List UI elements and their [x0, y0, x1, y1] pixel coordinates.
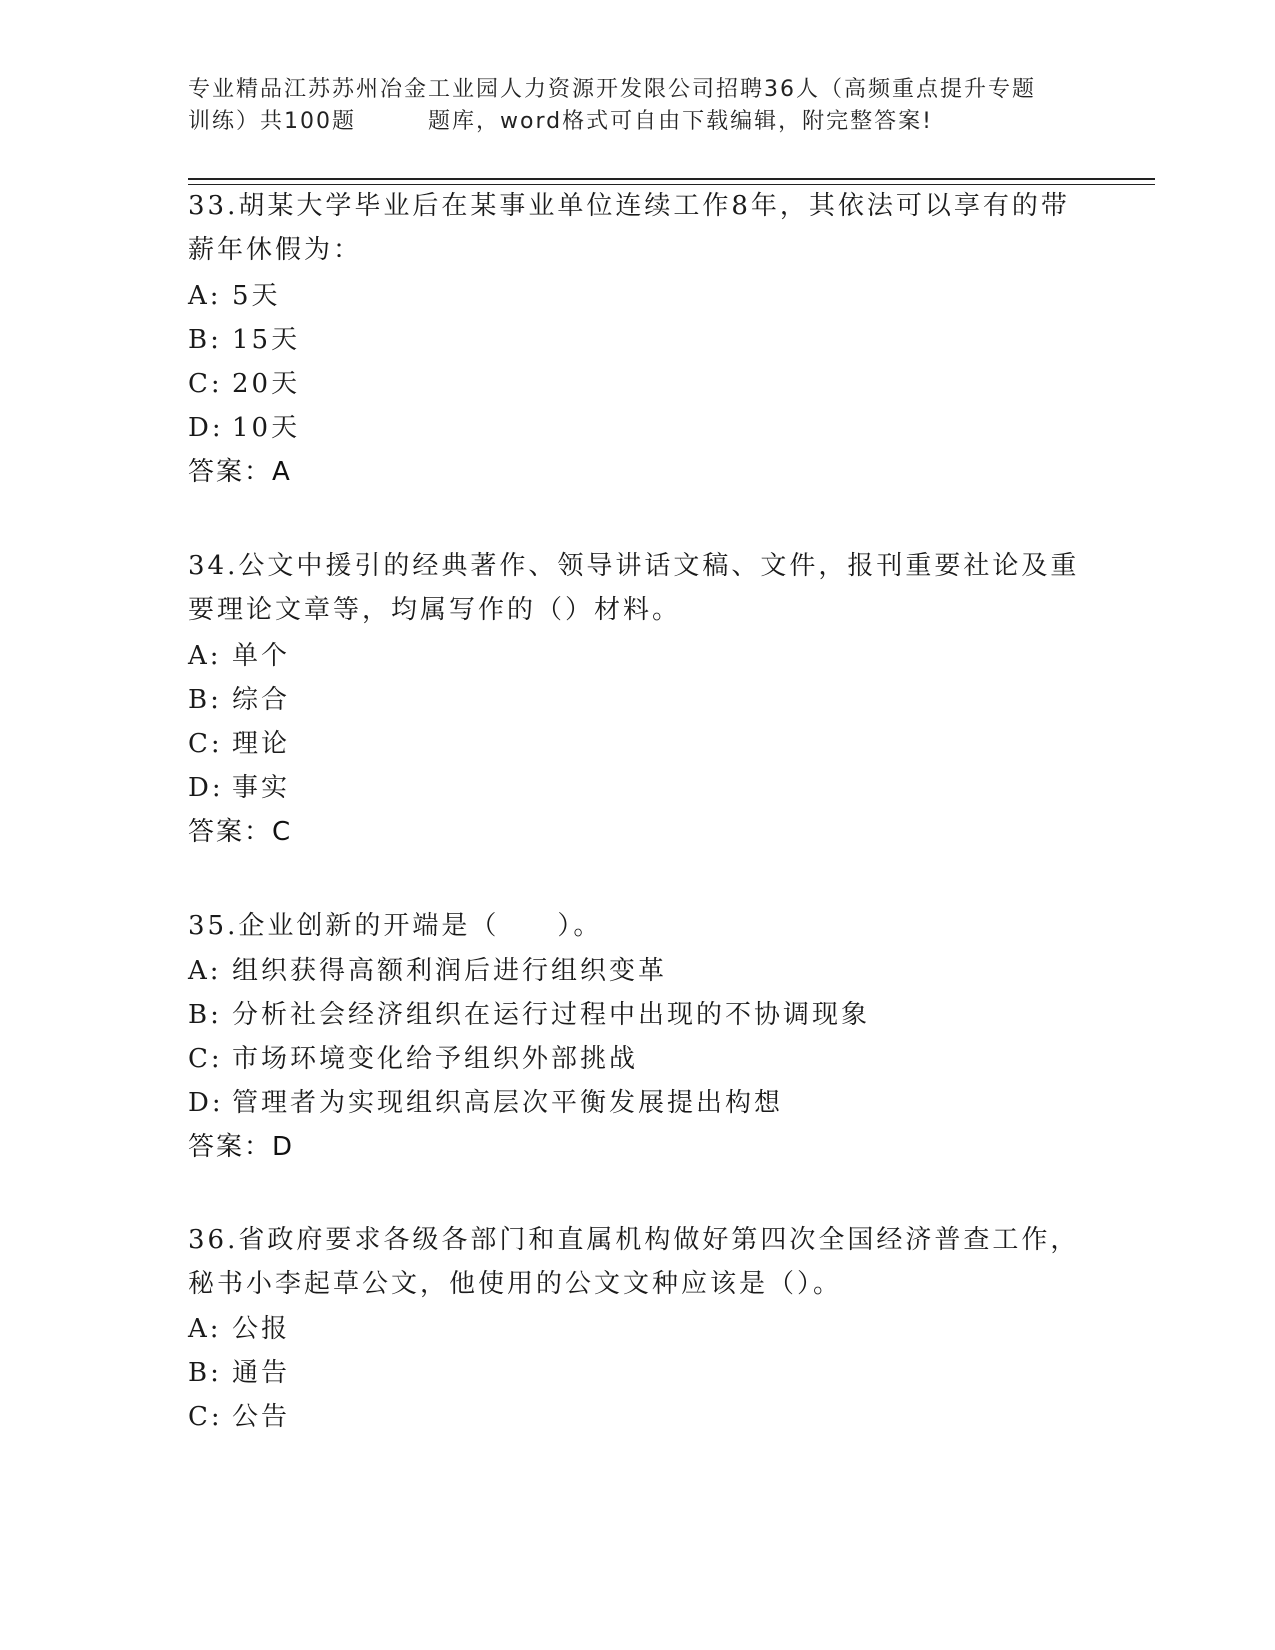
option-text: 20天: [232, 369, 301, 399]
option-text: 分析社会经济组织在运行过程中出现的不协调现象: [232, 1000, 871, 1030]
option-key: A:: [188, 956, 222, 986]
question-35-option-a: [188, 951, 667, 991]
option-text: 5天: [232, 281, 281, 311]
question-35-option-d: [188, 1083, 783, 1123]
option-key: C:: [188, 369, 223, 399]
question-34-option-d: [188, 768, 290, 808]
question-35-option-c: [188, 1039, 638, 1079]
question-33-option-a: [188, 276, 281, 316]
question-33-option-c: [188, 364, 300, 404]
question-34-answer: 答案：C: [188, 817, 293, 847]
option-key: A:: [188, 281, 222, 311]
question-33-line-1: 33.胡某大学毕业后在某事业单位连续工作8年，其依法可以享有的带: [188, 191, 1070, 221]
question-33-line-2: 薪年休假为：: [188, 235, 363, 265]
header-line-2-part-2: 题库，word格式可自由下载编辑，附完整答案!: [428, 109, 933, 134]
question-34-option-c: [188, 724, 290, 764]
option-text: 综合: [232, 685, 291, 715]
option-text: 10天: [232, 413, 301, 443]
question-33-answer: 答案：A: [188, 457, 292, 487]
header-line-1: 专业精品江苏苏州冶金工业园人力资源开发限公司招聘36人（高频重点提升专题: [188, 77, 1036, 102]
header-rule-thick: [188, 178, 1155, 180]
option-key: C:: [188, 1044, 223, 1074]
option-text: 市场环境变化给予组织外部挑战: [232, 1044, 639, 1074]
option-key: B:: [188, 325, 222, 355]
option-key: C:: [188, 729, 223, 759]
option-text: 通告: [232, 1358, 291, 1388]
header-line-2-part-1: 训练）共100题: [188, 109, 356, 134]
option-text: 单个: [232, 641, 291, 671]
document-header: [188, 74, 1068, 138]
option-key: D:: [188, 773, 224, 803]
question-33-option-d: [188, 408, 300, 448]
option-key: A:: [188, 641, 222, 671]
question-36-line-1: 36.省政府要求各级各部门和直属机构做好第四次全国经济普查工作，: [188, 1225, 1080, 1255]
question-35-option-b: [188, 995, 870, 1035]
question-36-option-b: [188, 1353, 290, 1393]
question-33-option-b: [188, 320, 300, 360]
question-35-answer: 答案：D: [188, 1132, 295, 1162]
option-key: B:: [188, 1000, 222, 1030]
option-text: 公报: [232, 1314, 291, 1344]
question-34-option-b: [188, 680, 290, 720]
question-36-option-c: [188, 1397, 290, 1437]
option-text: 15天: [232, 325, 301, 355]
header-line-2: [188, 106, 1068, 138]
question-34-option-a: [188, 636, 290, 676]
option-key: C:: [188, 1402, 223, 1432]
option-key: B:: [188, 685, 222, 715]
option-key: A:: [188, 1314, 222, 1344]
question-34-line-1: 34.公文中援引的经典著作、领导讲话文稿、文件，报刊重要社论及重: [188, 551, 1080, 581]
question-36-line-2: 秘书小李起草公文，他使用的公文文种应该是（）。: [188, 1269, 843, 1299]
option-key: D:: [188, 1088, 224, 1118]
option-text: 管理者为实现组织高层次平衡发展提出构想: [232, 1088, 784, 1118]
question-35-line-1: 35.企业创新的开端是（ ）。: [188, 911, 603, 941]
option-key: B:: [188, 1358, 222, 1388]
question-36-option-a: [188, 1309, 290, 1349]
option-text: 理论: [232, 729, 291, 759]
option-key: D:: [188, 413, 224, 443]
question-34-line-2: 要理论文章等，均属写作的（）材料。: [188, 595, 682, 625]
option-text: 组织获得高额利润后进行组织变革: [232, 956, 668, 986]
option-text: 事实: [232, 773, 291, 803]
option-text: 公告: [232, 1402, 291, 1432]
